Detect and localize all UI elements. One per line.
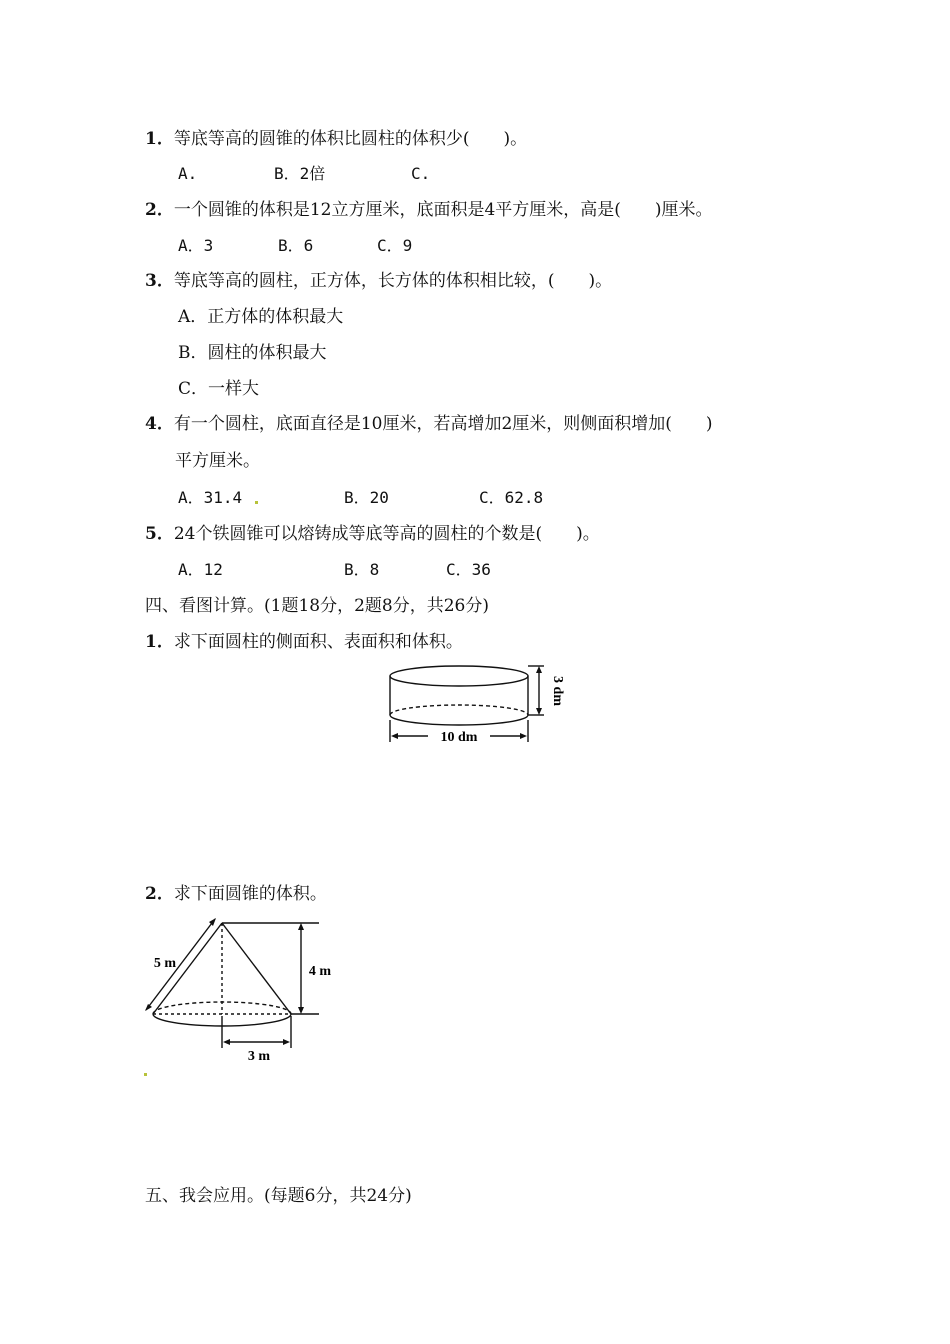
section-4-title: 四、看图计算。(1题18分，2题8分，共26分)	[145, 596, 489, 616]
question-number: 5．	[145, 524, 174, 544]
question-3	[145, 270, 612, 292]
question-text: 求下面圆柱的侧面积、表面积和体积。	[173, 632, 463, 652]
calc-2	[145, 883, 327, 905]
cone-height-label: 4 m	[308, 964, 332, 979]
cylinder-width-label: 10 dm	[440, 730, 478, 745]
q3-option-b[interactable]: B．圆柱的体积最大	[178, 343, 327, 363]
decorative-dot	[144, 1073, 147, 1076]
cone-slant-label: 5 m	[153, 956, 177, 971]
q1-option-c[interactable]: C.	[411, 164, 431, 183]
question-text: 求下面圆锥的体积。	[173, 884, 327, 904]
question-number: 2．	[145, 884, 174, 904]
question-2	[145, 199, 713, 221]
q1-option-a[interactable]: A.	[178, 164, 198, 183]
question-text: 24个铁圆锥可以熔铸成等底等高的圆柱的个数是( )。	[173, 524, 600, 544]
question-text: 等底等高的圆锥的体积比圆柱的体积少( )。	[173, 129, 528, 149]
q1-option-b[interactable]: B．2倍	[274, 164, 326, 183]
question-number: 1．	[145, 129, 174, 149]
q4-option-b[interactable]: B．20	[344, 488, 389, 507]
question-4-continued: 平方厘米。	[175, 451, 260, 471]
decorative-dot	[255, 501, 258, 504]
q4-option-c[interactable]: C．62.8	[479, 488, 544, 507]
cylinder-figure	[382, 660, 582, 750]
q3-option-c[interactable]: C．一样大	[178, 379, 260, 399]
section-5-title: 五、我会应用。(每题6分，共24分)	[145, 1186, 412, 1206]
question-text: 有一个圆柱，底面直径是10厘米，若高增加2厘米，则侧面积增加( )	[173, 414, 713, 434]
q2-option-b[interactable]: B．6	[278, 236, 314, 255]
q3-option-a[interactable]: A．正方体的体积最大	[178, 307, 344, 327]
question-4	[145, 413, 713, 435]
calc-1	[145, 631, 463, 653]
q5-option-a[interactable]: A．12	[178, 560, 223, 579]
question-1	[145, 128, 527, 150]
question-5	[145, 523, 600, 545]
question-text: 一个圆锥的体积是12立方厘米，底面积是4平方厘米，高是( )厘米。	[173, 200, 713, 220]
q4-option-a[interactable]: A．31.4	[178, 488, 243, 507]
cone-figure	[145, 910, 345, 1070]
question-text: 等底等高的圆柱，正方体，长方体的体积相比较，( )。	[173, 271, 613, 291]
q5-option-b[interactable]: B．8	[344, 560, 380, 579]
q2-option-c[interactable]: C．9	[377, 236, 413, 255]
q2-option-a[interactable]: A．3	[178, 236, 214, 255]
question-number: 4．	[145, 414, 174, 434]
question-number: 2．	[145, 200, 174, 220]
q5-option-c[interactable]: C．36	[446, 560, 491, 579]
cone-radius-label: 3 m	[247, 1049, 271, 1064]
question-number: 3．	[145, 271, 174, 291]
question-number: 1．	[145, 632, 174, 652]
cylinder-height-label: 3 dm	[550, 676, 565, 706]
